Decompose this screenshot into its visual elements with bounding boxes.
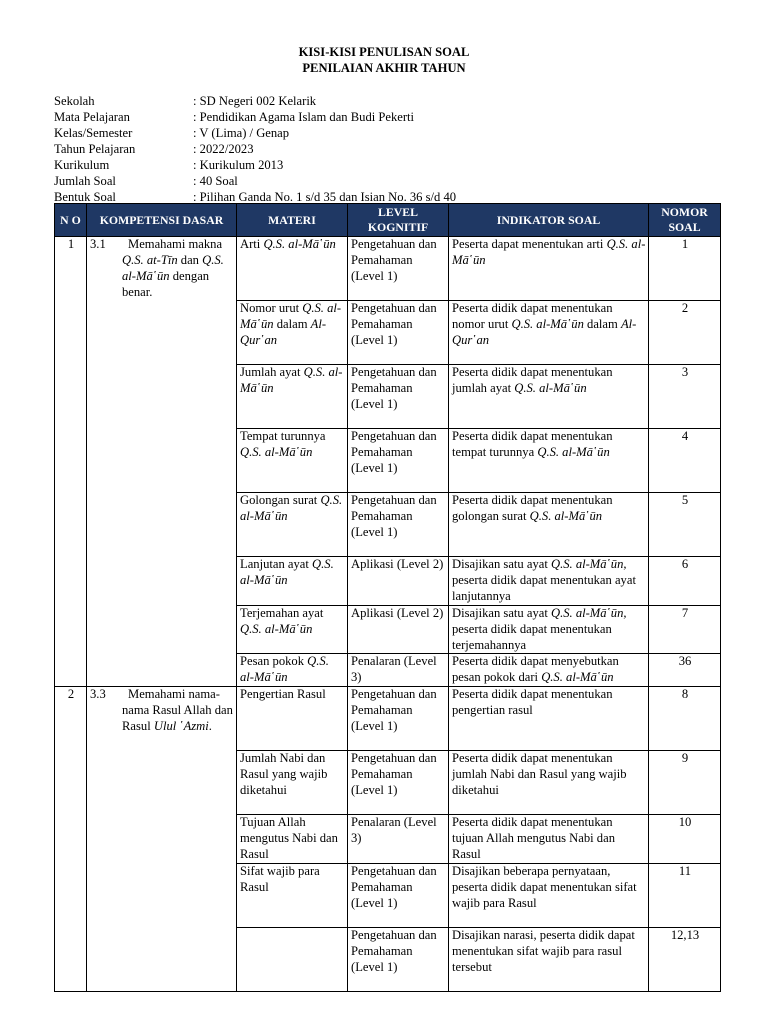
level-kognitif-cell: Pengetahuan dan Pemahaman (Level 1)	[348, 927, 449, 991]
materi-cell: Pesan pokok Q.S. al-Mā῾ūn	[237, 654, 348, 687]
indikator-soal-cell: Peserta didik dapat menentukan pengertian rasul	[449, 687, 649, 751]
nomor-soal-cell: 2	[649, 301, 721, 365]
materi-cell: Tujuan Allah mengutus Nabi dan Rasul	[237, 815, 348, 864]
row-number: 2	[55, 687, 87, 992]
document-title	[0, 44, 768, 76]
materi-cell: Nomor urut Q.S. al-Mā῾ūn dalam Al-Qur῾an	[237, 301, 348, 365]
kisi-kisi-table	[54, 203, 721, 992]
info-value: : 40 Soal	[193, 174, 238, 188]
header-nomor-soal: NOMOR SOAL	[649, 204, 721, 237]
info-row	[54, 93, 456, 109]
info-value: : Pendidikan Agama Islam dan Budi Pekerti	[193, 110, 415, 124]
level-kognitif-cell: Pengetahuan dan Pemahaman (Level 1)	[348, 237, 449, 301]
materi-cell: Tempat turunnya Q.S. al-Mā῾ūn	[237, 429, 348, 493]
level-kognitif-cell: Penalaran (Level 3)	[348, 654, 449, 687]
level-kognitif-cell: Penalaran (Level 3)	[348, 815, 449, 864]
title-line-2: PENILAIAN AKHIR TAHUN	[302, 61, 466, 75]
level-kognitif-cell: Pengetahuan dan Pemahaman (Level 1)	[348, 429, 449, 493]
level-kognitif-cell: Pengetahuan dan Pemahaman (Level 1)	[348, 301, 449, 365]
info-row	[54, 125, 456, 141]
header-no: N O	[55, 204, 87, 237]
info-label: Sekolah	[54, 94, 95, 108]
indikator-soal-cell: Disajikan beberapa pernyataan, peserta didik dapat menentukan sifat wajib para Rasul	[449, 863, 649, 927]
header-indikator-soal: INDIKATOR SOAL	[449, 204, 649, 237]
kompetensi-dasar-number: 3.1	[90, 237, 106, 251]
level-kognitif-cell: Pengetahuan dan Pemahaman (Level 1)	[348, 365, 449, 429]
info-value: : 2022/2023	[193, 142, 254, 156]
info-value: : Pilihan Ganda No. 1 s/d 35 dan Isian No. 36 s/d 40	[193, 190, 457, 204]
nomor-soal-cell: 10	[649, 815, 721, 864]
indikator-soal-cell: Peserta didik dapat menentukan golongan surat Q.S. al-Mā῾ūn	[449, 493, 649, 557]
kompetensi-dasar-text: Memahami makna Q.S. at-Tīn dan Q.S. al-Mā῾ūn dengan benar.	[122, 237, 224, 299]
indikator-soal-cell: Peserta didik dapat menyebutkan pesan pokok dari Q.S. al-Mā῾ūn	[449, 654, 649, 687]
info-value: : V (Lima) / Genap	[193, 126, 290, 140]
table-header-row	[55, 204, 721, 237]
level-kognitif-cell: Pengetahuan dan Pemahaman (Level 1)	[348, 493, 449, 557]
nomor-soal-cell: 6	[649, 557, 721, 606]
indikator-soal-cell: Disajikan satu ayat Q.S. al-Mā῾ūn, peserta didik dapat menentukan ayat lanjutannya	[449, 557, 649, 606]
document-info	[54, 93, 456, 205]
header-materi: MATERI	[237, 204, 348, 237]
indikator-soal-cell: Peserta didik dapat menentukan tujuan Allah mengutus Nabi dan Rasul	[449, 815, 649, 864]
nomor-soal-cell: 36	[649, 654, 721, 687]
materi-cell: Terjemahan ayat Q.S. al-Mā῾ūn	[237, 605, 348, 654]
level-kognitif-cell: Pengetahuan dan Pemahaman (Level 1)	[348, 751, 449, 815]
nomor-soal-cell: 8	[649, 687, 721, 751]
title-line-1: KISI-KISI PENULISAN SOAL	[298, 45, 470, 59]
materi-cell: Jumlah Nabi dan Rasul yang wajib diketahui	[237, 751, 348, 815]
kompetensi-dasar-number: 3.3	[90, 687, 106, 702]
info-label: Tahun Pelajaran	[54, 142, 136, 156]
kompetensi-dasar-cell	[87, 237, 237, 687]
indikator-soal-cell: Peserta didik dapat menentukan jumlah Nabi dan Rasul yang wajib diketahui	[449, 751, 649, 815]
table-body	[55, 237, 721, 992]
indikator-soal-cell: Peserta dapat menentukan arti Q.S. al-Mā῾ūn	[449, 237, 649, 301]
kompetensi-dasar-cell	[87, 687, 237, 992]
info-row	[54, 109, 456, 125]
nomor-soal-cell: 1	[649, 237, 721, 301]
info-label: Mata Pelajaran	[54, 110, 130, 124]
materi-cell	[237, 927, 348, 991]
materi-cell: Pengertian Rasul	[237, 687, 348, 751]
materi-cell: Jumlah ayat Q.S. al-Mā῾ūn	[237, 365, 348, 429]
level-kognitif-cell: Pengetahuan dan Pemahaman (Level 1)	[348, 687, 449, 751]
indikator-soal-cell: Disajikan satu ayat Q.S. al-Mā῾ūn, peserta didik dapat menentukan terjemahannya	[449, 605, 649, 654]
header-level-kognitif: LEVEL KOGNITIF	[348, 204, 449, 237]
nomor-soal-cell: 7	[649, 605, 721, 654]
table-row	[55, 237, 721, 301]
indikator-soal-cell: Peserta didik dapat menentukan tempat turunnya Q.S. al-Mā῾ūn	[449, 429, 649, 493]
nomor-soal-cell: 5	[649, 493, 721, 557]
info-label: Kurikulum	[54, 158, 110, 172]
nomor-soal-cell: 12,13	[649, 927, 721, 991]
level-kognitif-cell: Pengetahuan dan Pemahaman (Level 1)	[348, 863, 449, 927]
nomor-soal-cell: 11	[649, 863, 721, 927]
materi-cell: Lanjutan ayat Q.S. al-Mā῾ūn	[237, 557, 348, 606]
indikator-soal-cell: Disajikan narasi, peserta didik dapat menentukan sifat wajib para rasul tersebut	[449, 927, 649, 991]
nomor-soal-cell: 9	[649, 751, 721, 815]
row-number: 1	[55, 237, 87, 687]
table-row	[55, 687, 721, 751]
level-kognitif-cell: Aplikasi (Level 2)	[348, 605, 449, 654]
info-row	[54, 157, 456, 173]
materi-cell: Arti Q.S. al-Mā῾ūn	[237, 237, 348, 301]
info-value: : SD Negeri 002 Kelarik	[193, 94, 317, 108]
info-label: Jumlah Soal	[54, 174, 116, 188]
materi-cell: Sifat wajib para Rasul	[237, 863, 348, 927]
materi-cell: Golongan surat Q.S. al-Mā῾ūn	[237, 493, 348, 557]
nomor-soal-cell: 3	[649, 365, 721, 429]
nomor-soal-cell: 4	[649, 429, 721, 493]
level-kognitif-cell: Aplikasi (Level 2)	[348, 557, 449, 606]
kompetensi-dasar-text: Memahami nama-nama Rasul Allah dan Rasul Ulul ῾Azmi.	[122, 687, 233, 734]
indikator-soal-cell: Peserta didik dapat menentukan nomor urut Q.S. al-Mā῾ūn dalam Al-Qur῾an	[449, 301, 649, 365]
info-label: Bentuk Soal	[54, 190, 116, 204]
header-kompetensi-dasar: KOMPETENSI DASAR	[87, 204, 237, 237]
info-row	[54, 173, 456, 189]
info-row	[54, 141, 456, 157]
info-value: : Kurikulum 2013	[193, 158, 284, 172]
indikator-soal-cell: Peserta didik dapat menentukan jumlah ayat Q.S. al-Mā῾ūn	[449, 365, 649, 429]
info-label: Kelas/Semester	[54, 126, 133, 140]
